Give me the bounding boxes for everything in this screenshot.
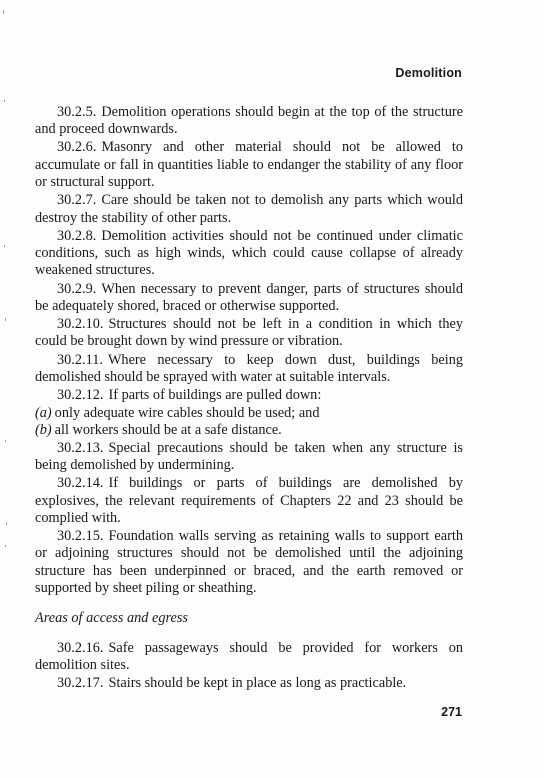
paragraph-text: Special precautions should be taken when any structure is being demolished by undermining. — [35, 439, 463, 474]
page-number: 271 — [441, 705, 462, 719]
paragraph-number: 30.2.11. — [57, 351, 103, 368]
paragraph — [35, 352, 463, 387]
paragraph-number: 30.2.6. — [57, 139, 97, 156]
paragraph — [35, 475, 463, 527]
list-item-text: all workers should be at a safe distance. — [54, 422, 282, 439]
paragraph-text: Safe passageways should be provided for workers on demolition sites. — [35, 639, 463, 673]
section-heading: Areas of access and egress — [35, 610, 189, 627]
paragraph-number: 30.2.9. — [57, 280, 97, 297]
list-item-text: only adequate wire cables should be used; and — [54, 405, 320, 422]
margin-mark — [4, 100, 5, 102]
paragraph-text: Masonry and other material should not be allowed to accumulate or fall in quantities liable to endanger the stability of any floor or structural support. — [35, 139, 463, 191]
paragraph-number: 30.2.15. — [57, 528, 104, 545]
paragraph-number: 30.2.12. — [57, 386, 104, 403]
paragraph-number: 30.2.5. — [57, 104, 97, 120]
paragraph-text: When necessary to prevent danger, parts of structures should be adequately shored, braced or otherwise supported. — [35, 280, 463, 314]
paragraph — [35, 675, 463, 692]
margin-mark — [5, 440, 6, 442]
paragraph-number: 30.2.14. — [57, 475, 104, 492]
paragraph — [35, 316, 463, 351]
paragraph — [35, 387, 463, 404]
paragraph-text: Stairs should be kept in place as long as practicable. — [108, 675, 407, 691]
paragraph — [35, 281, 463, 316]
margin-mark — [4, 245, 5, 247]
running-head: Demolition — [395, 66, 462, 80]
paragraph-text: Foundation walls serving as retaining walls to support earth or adjoining structures should not be demolished until the adjoining structure has been underpinned or braced, and the earth removed or supported by sheet piling or sheathing. — [35, 528, 463, 596]
paragraph-text: Care should be taken not to demolish any parts which would destroy the stability of other parts. — [35, 192, 463, 226]
paragraph — [35, 640, 463, 675]
list-item-marker: (a) — [35, 405, 52, 422]
paragraph-text: Demolition activities should not be continued under climatic conditions, such as high winds, which could cause collapse of already weakened structures. — [35, 227, 463, 279]
margin-mark — [3, 10, 4, 14]
body-text — [35, 104, 463, 693]
list-item-marker: (b) — [35, 422, 52, 439]
paragraph-text: If parts of buildings are pulled down: — [108, 386, 322, 403]
paragraph — [35, 528, 463, 597]
paragraph-number: 30.2.10. — [57, 316, 104, 333]
list-item — [35, 405, 463, 422]
paragraph-text: Structures should not be left in a condition in which they could be brought down by wind pressure or vibration. — [35, 316, 463, 350]
paragraph — [35, 139, 463, 191]
list-item — [35, 422, 463, 439]
paragraph-number: 30.2.8. — [57, 227, 97, 244]
margin-mark — [5, 318, 6, 321]
paragraph-number: 30.2.17. — [57, 675, 104, 691]
paragraph-number: 30.2.16. — [57, 639, 104, 656]
paragraph — [35, 228, 463, 280]
paragraph-number: 30.2.13. — [57, 439, 104, 456]
paragraph-number: 30.2.7. — [57, 192, 97, 209]
paragraph-text: Demolition operations should begin at the top of the structure and proceed downwards. — [35, 104, 463, 138]
paragraph-text: If buildings or parts of buildings are demolished by explosives, the relevant requirements of Chapters 22 and 23 should be complied with. — [35, 475, 463, 526]
margin-mark — [5, 545, 6, 547]
margin-mark — [6, 522, 7, 525]
paragraph-text: Where necessary to keep down dust, buildings being demolished should be sprayed with water at suitable intervals. — [35, 351, 463, 385]
paragraph — [35, 104, 463, 139]
paragraph — [35, 192, 463, 227]
paragraph — [35, 440, 463, 475]
